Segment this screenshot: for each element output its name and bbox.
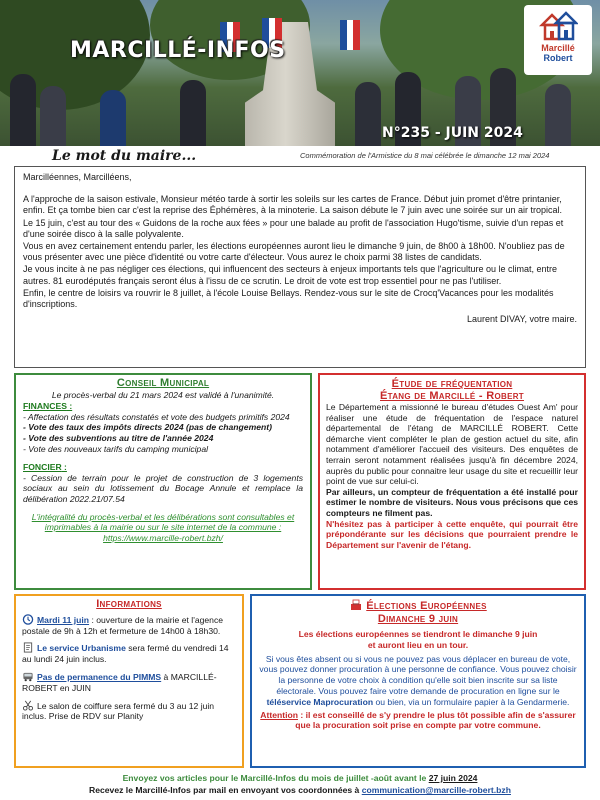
finances-item: - Affectation des résultats constatés et vote des budgets primitifs 2024 (23, 411, 290, 422)
info-pimms-text: à MARCILLÉ-ROBERT en JUIN (22, 671, 217, 693)
footer (0, 772, 600, 796)
finances-item: - Vote des subventions au titre de l'année 2024 (23, 432, 214, 443)
mayor-paragraph: Vous en avez certainement entendu parler, les élections européennes auront lieu le dimanche 9 juin, de 8h00 à 18h00. N'oubliez pas de vous présenter avec une pièce d'identité ou votre carte d'électeur. Vous aurez le choix parmi 38 listes de candidats. (23, 241, 565, 263)
footer-line-articles: Envoyez vos articles pour le Marcillé-Infos du mois de juillet -août avant le 27 juin 2024 (122, 773, 478, 783)
mayor-paragraph: A l'approche de la saison estivale, Monsieur météo tarde à sortir les soleils sur les cartes de France. Début juin promet d'être printanier, enfin. Et ça tombe bien car c'est la reprise des Éphémères, à la minoterie. La saison débute le 7 juin avec une soirée sur un air tropical. (23, 194, 563, 216)
study-subtitle: Étang de Marcillé - Robert (380, 390, 524, 402)
mayor-word-heading: Le mot du maire... (52, 148, 197, 164)
photo-caption: Commémoration de l'Armistice du 8 mai célébrée le dimanche 12 mai 2024 (300, 151, 550, 160)
finances-item: - Vote des nouveaux tarifs du camping municipal (23, 443, 209, 454)
mayor-paragraph: Le 15 juin, c'est au tour des « Guidons de la roche aux fées » pour une balade au profit de l'association Hugo'tisme, suivie d'un repas et d'une soirée disco à la salle polyvalente. (23, 217, 564, 239)
council-intro: Le procès-verbal du 21 mars 2024 est validé à l'unanimité. (51, 389, 275, 400)
info-opening-text: : ouverture de la mairie et l'agence postale de 9h à 12h et fermeture de 14h00 à 18h30. (22, 614, 224, 636)
mayor-signature: Laurent DIVAY, votre maire. (466, 314, 577, 325)
info-item-opening (22, 614, 236, 637)
bus-icon (22, 671, 34, 682)
newsletter-title: MARCILLÉ-INFOS (70, 38, 286, 63)
study-box (318, 373, 586, 590)
clock-icon (22, 614, 34, 625)
study-call-to-action: N'hésitez pas à participer à cette enquête, qui pourrait être prépondérante sur les décisions que pourraient prendre le Département sur l'avenir de l'étang. (326, 518, 578, 550)
info-salon-text: Le salon de coiffure sera fermé du 3 au 12 juin inclus. Prise de RDV sur Planity (22, 700, 215, 722)
mayor-greeting: Marcilléennes, Marcilléens, (23, 172, 132, 182)
info-pimms-label: Pas de permanence du PIMMS (37, 671, 162, 682)
elections-title: Élections Européennes (258, 599, 578, 612)
study-counter-text: Par ailleurs, un compteur de fréquentation a été installé pour estimer le nombre de visiteurs. Nous vous précisons que ces compteurs ne filment pas. (326, 486, 578, 518)
logo-text-robert: Robert (543, 53, 573, 63)
elections-box (250, 594, 586, 768)
info-urbanisme-label: Le service Urbanisme (37, 643, 126, 654)
finances-heading: FINANCES (23, 401, 67, 412)
info-item-urbanisme (22, 642, 236, 665)
elections-date: Dimanche 9 juin (377, 613, 459, 625)
elections-announcement: Les élections européennes se tiendront le dimanche 9 juin (298, 629, 538, 639)
council-minutes-link[interactable]: L'intégralité du procès-verbal et les délibérations sont consultables et imprimables à la mairie ou sur le site internet de la commune : https://www.marcille-robert.bzh/ (31, 511, 295, 543)
elections-announcement-2: et auront lieu en un tour. (367, 639, 469, 650)
elections-proxy-text: Si vous êtes absent ou si vous ne pouvez pas vous déplacer en bureau de vote, vous pouvez donner procuration à une personne de confiance. Vous pouvez choisir la personne de votre choix à condition qu'elle soit bien inscrite sur sa liste électorale. Vous pouvez faire votre demande de procuration en ligne sur le téléservice Maprocuration ou bien, via un formulaire papier à la Gendarmerie. (259, 653, 577, 707)
council-box: Conseil Municipal Le procès-verbal du 21 mars 2024 est validé à l'unanimité. FINANCES : - Affectation des résultats constatés et vote des budgets primitifs 2024 - Vote des taux des impôts directs 2024 (pas de changement) - Vote des subventions au titre de l'année 2024 - Vote des nouveaux tarifs du camping municipal FONCIER : - Cession de terrain pour le projet de construction de 3 logements sociaux au sein du lotissement du Bocage Annule et remplace la délibération 2022.21/07.54 L'intégralité du procès-verbal et les délibérations sont consultables et imprimables à la mairie ou sur le site internet de la commune : https://www.marcille-robert.bzh/ (14, 373, 312, 590)
mayor-paragraph: Je vous incite à ne pas négliger ces élections, qui influencent des secteurs à enjeux importants tels que l'agriculture ou le climat, entre autres. 81 eurodéputés français seront élus à l'issu de ce scrutin. Le droit de vote est trop essentiel pour ne pas l'utiliser. (23, 264, 558, 286)
issue-number: N°235 - JUIN 2024 (382, 125, 523, 141)
elections-warning: Attention : il est conseillé de s'y prendre le plus tôt possible afin de s'assurer que la procuration soit prise en compte par votre commune. (260, 709, 576, 731)
french-flag-icon (340, 20, 360, 50)
ballot-box-icon (349, 599, 363, 611)
information-box (14, 594, 244, 768)
town-logo (524, 5, 592, 75)
document-icon (22, 642, 34, 653)
info-opening-date: Mardi 11 juin (37, 614, 90, 625)
council-title: Conseil Municipal (116, 377, 210, 389)
info-item-pimms (22, 671, 236, 694)
info-urbanisme-text: sera fermé du vendredi 14 au lundi 24 juin inclus. (22, 643, 229, 665)
finances-item: - Vote des taux des impôts directs 2024 (pas de changement) (23, 422, 272, 433)
study-title: Étude de fréquentation (391, 378, 513, 390)
information-title: Informations (96, 598, 162, 610)
scissors-icon (22, 700, 34, 711)
study-text: Le Département a missionné le bureau d'études Ouest Am' pour réaliser une étude de fréquentation de l'espace naturel départemental de l'étang de MARCILLÉ ROBERT. Cette démarche vient compléter le plan de gestion actuel du site, afin notamment d'améliorer l'accueil des visiteurs. Des enquêtes de terrain seront notamment réalisées jusqu'à fin décembre 2024, auprès du public pour connaitre leur usage du site et recueillir leur point de vue sur celui-ci. (326, 402, 578, 487)
header-photo (0, 0, 600, 146)
mayor-word-box (14, 166, 586, 368)
foncier-text: - Cession de terrain pour le projet de construction de 3 logements sociaux au sein du lotissement du Bocage Annule et remplace la délibération 2022.21/07.54 (23, 472, 303, 504)
maprocuration-link[interactable]: téléservice Maprocuration (266, 696, 374, 707)
footer-line-subscribe: Recevez le Marcillé-Infos par mail en envoyant vos coordonnées à communication@marcille-robert.bzh (89, 785, 511, 795)
foncier-heading: FONCIER (23, 462, 62, 473)
info-item-salon (22, 700, 236, 723)
logo-text-marcille: Marcillé (541, 43, 575, 53)
town-logo-icon (538, 9, 578, 43)
contact-email-link[interactable]: communication@marcille-robert.bzh (361, 785, 511, 795)
mayor-paragraph: Enfin, le centre de loisirs va rouvrir le 8 juillet, à l'école Louise Bellays. Rendez-vous sur le site de Crocq'Vacances pour les modalités d'inscriptions. (23, 287, 554, 310)
